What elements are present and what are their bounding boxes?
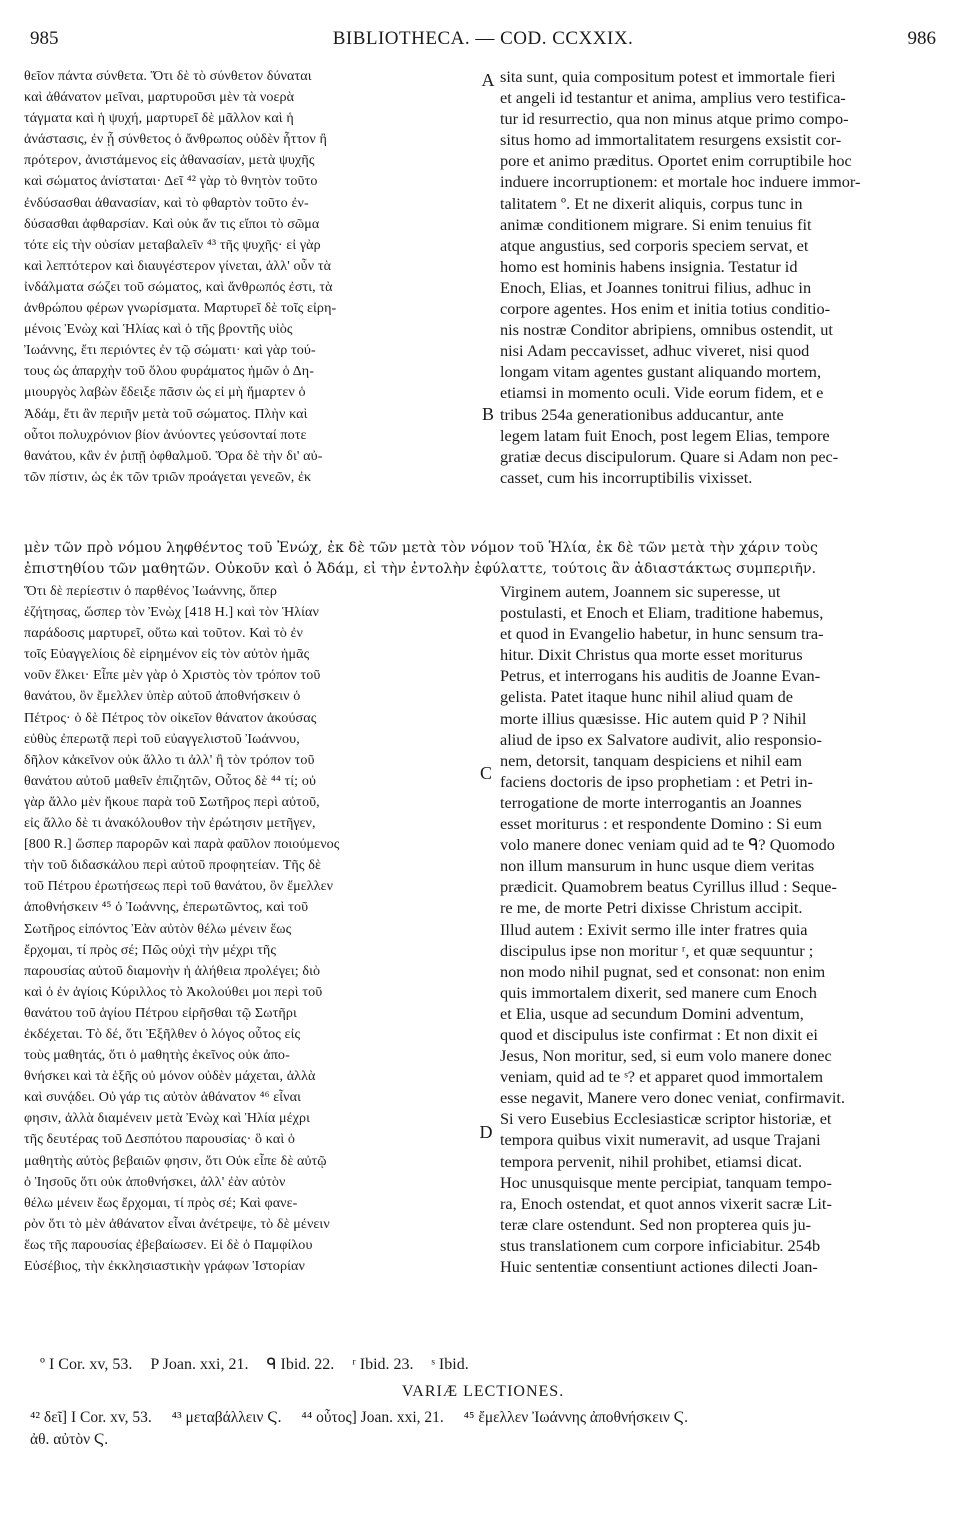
text-line: tempora quibus vixit numeravit, ad usque Trajani: [500, 1130, 821, 1150]
text-line: μαθητὴς αὐτὸς βεβαιῶν φησιν, ὅτι Οὐκ εἶπε δὲ αὐτῷ: [24, 1152, 327, 1169]
text-line: καὶ ὁ ἐν ἁγίοις Κύριλλος τὸ Ἀκολούθει μοι περὶ τοῦ: [24, 983, 323, 1000]
footnotes: [40, 1354, 936, 1378]
text-line: Huic sententiæ consentiunt actiones dilecti Joan-: [500, 1257, 818, 1276]
text-line: καὶ λεπτότερον καὶ διαυγέστερον γίνεται, ἀλλ' οὖν τὰ: [24, 257, 332, 274]
text-line: τότε εἰς τὴν οὐσίαν μεταβαλεῖν ⁴³ τῆς ψυχῆς· εἰ γὰρ: [24, 236, 321, 253]
text-line: atque angustius, sed corporis speciem servat, et: [500, 235, 809, 255]
text-line: ἀνθρώπου φέρων γνωρίσματα. Μαρτυρεῖ δὲ τοῖς εἰρη-: [24, 300, 337, 317]
text-line: εὐθὺς ἐπερωτᾷ περὶ τοῦ εὐαγγελιστοῦ Ἰωάννου,: [24, 730, 300, 747]
text-line: εἰς ἄλλο δὲ τι ἀνακόλουθον τὴν ἐρώτησιν μετῆγεν,: [24, 815, 316, 832]
margin-letter-d: D: [479, 1122, 493, 1142]
text-line: θανάτου, ὃν ἔμελλεν ὑπὲρ αὐτοῦ ἀποθνήσκειν ὁ: [24, 688, 301, 705]
text-line: Petrus, et interrogans his auditis de Joanne Evan-: [500, 666, 821, 686]
text-line: tribus 254a generationibus adducantur, ante: [500, 404, 784, 424]
page-header: [30, 28, 936, 58]
text-line: tur id resurrectio, qua non minus atque primo compo-: [500, 109, 849, 129]
variae-line-2: ἀθ. αὐτὸν Ϛ.: [30, 1431, 109, 1448]
greek-column-2: [24, 581, 476, 1361]
text-line: τὴν τοῦ διδασκάλου περὶ αὐτοῦ προφητείαν. Τῆς δὲ: [24, 857, 321, 874]
variae-line-1: [30, 1407, 936, 1429]
text-line: Virginem autem, Joannem sic superesse, ut: [500, 582, 781, 601]
text-line: discipulus ipse non moritur ʳ, et quæ sequuntur ;: [500, 940, 814, 960]
text-line: πρότερον, ἀνιστάμενος εἰς ἀθανασίαν, μετὰ ψυχῆς: [24, 152, 315, 169]
text-line: re me, de morte Petri dixisse Christum accipit.: [500, 898, 803, 918]
text-line: μιουργὸς λαβὼν ἔδειξε πᾶσιν ὡς εἰ μὴ ἥμαρτεν ὁ: [24, 384, 306, 401]
text-line: esset moriturus : et respondente Domino : Si eum: [500, 814, 822, 834]
text-line: τοῦ Πέτρου ἐρωτήσεως περὶ τοῦ θανάτου, ὃν ἔμελλεν: [24, 878, 334, 895]
text-line: παράδοσις μαρτυρεῖ, οὕτω καὶ τοῦτον. Καὶ τὸ ἐν: [24, 625, 303, 642]
variant-reading: ⁴³ μεταβάλλειν Ϛ.: [171, 1409, 282, 1426]
margin-letter-a: A: [481, 70, 495, 90]
text-line: ra, Enoch ostendat, et quot annos vixerit sacræ Lit-: [500, 1193, 832, 1213]
text-line: faciens doctoris de ipso prophetiam : et Petri in-: [500, 771, 813, 791]
text-line: γὰρ ἄλλο μὲν ἤκουε παρὰ τοῦ Σωτῆρος περὶ αὐτοῦ,: [24, 793, 320, 810]
text-line: sita sunt, quia compositum potest et immortale fieri: [500, 67, 836, 86]
running-head: BIBLIOTHECA. — COD. CCXXIX.: [332, 28, 634, 49]
latin-column-1: [500, 66, 940, 532]
text-line: [800 R.] ὥσπερ παρορῶν καὶ παρὰ φαῦλον ποιούμενος: [24, 836, 340, 853]
greek-column-1: [24, 66, 482, 532]
text-line: homo est hominis habens insignia. Testatur id: [500, 256, 798, 276]
text-line: morte illius quæsisse. Hic autem quid P ? Nihil: [500, 708, 807, 728]
text-line: νοῦν ἕλκει· Εἶπε μὲν γὰρ ὁ Χριστὸς τὸν τρόπον τοῦ: [24, 667, 321, 684]
full-width-line-2: ἐπιστηθίου τῶν μαθητῶν. Οὐκοῦν καὶ ὁ Ἀδάμ, εἰ τὴν ἐντολὴν ἐφύλαττε, τούτοις ἂν ἀδιαστάκτως συμπεριῆν.: [24, 561, 817, 577]
text-line: ἔρχομαι, τί πρὸς σέ; Πῶς οὐχὶ τὴν μέχρι τῆς: [24, 941, 277, 958]
variant-reading: ⁴⁵ ἔμελλεν Ἰωάννης ἀποθνήσκειν Ϛ.: [463, 1409, 689, 1426]
text-line: θανάτου τοῦ ἁγίου Πέτρου εἰρῆσθαι τῷ Σωτῆρι: [24, 1004, 297, 1021]
text-line: gratiæ decus discipulorum. Quare si Adam non pec-: [500, 446, 839, 466]
text-line: Σωτῆρος εἰπόντος Ἐὰν αὐτὸν θέλω μένειν ἕως: [24, 920, 292, 937]
text-line: Ἰωάννης, ἔτι περιόντες ἐν τῷ σώματι· καὶ γὰρ τού-: [24, 342, 316, 359]
text-line: ἀποθνήσκειν ⁴⁵ ὁ Ἰωάννης, ἐπερωτῶντος, καὶ τοῦ: [24, 899, 309, 916]
text-line: quod et discipulus iste confirmat : Et non dixit ei: [500, 1024, 818, 1044]
text-line: Si vero Eusebius Ecclesiasticæ scriptor historiæ, et: [500, 1109, 832, 1129]
text-line: τῆς δευτέρας τοῦ Δεσπότου παρουσίας· ὃ καὶ ὁ: [24, 1131, 295, 1148]
variant-reading: ⁴² δεῖ] I Cor. xv, 53.: [30, 1409, 152, 1426]
text-line: et angeli id testantur et anima, amplius vero testifica-: [500, 88, 846, 108]
text-line: nem, detorsit, tanquam despiciens et nihil eam: [500, 750, 803, 770]
text-line: non modo nihil pugnat, sed et consonat: non enim: [500, 961, 826, 981]
footnote: ˢ Ibid.: [431, 1356, 469, 1373]
text-line: et quod in Evangelio habetur, in hunc sensum tra-: [500, 624, 824, 644]
text-line: Ἀδάμ, ἔτι ἂν περιῆν μετὰ τοῦ σώματος. Πλὴν καὶ: [24, 405, 308, 422]
text-line: corpore agentes. Hos enim et initia totius conditio-: [500, 299, 831, 319]
text-line: et Elia, usque ad secundum Domini adventum,: [500, 1003, 804, 1023]
text-line: φησιν, ἀλλὰ διαμένειν μετὰ Ἐνὼχ καὶ Ἡλία μέχρι: [24, 1110, 311, 1127]
text-line: τους ὡς ἀπαρχὴν τοῦ ὅλου φυράματος ἡμῶν ὁ Δη-: [24, 363, 315, 380]
text-line: postulasti, et Enoch et Eliam, traditione habemus,: [500, 603, 824, 623]
text-line: quis immortalem dixerit, sed manere cum Enoch: [500, 982, 817, 1002]
footnote: ʳ Ibid. 23.: [352, 1356, 414, 1373]
text-line: esse negavit, Manere vero donec veniat, confirmavit.: [500, 1088, 845, 1108]
latin-column-2: [500, 581, 940, 1361]
variae-lectiones-title: VARIÆ LECTIONES.: [401, 1383, 565, 1400]
text-line: animæ conditionem migrare. Si enim tenuius fit: [500, 214, 812, 234]
text-line: ρὸν ὅτι τὸ μὲν ἀθάνατον εἶναι ἀνέτρεψε, τὸ δὲ μένειν: [24, 1215, 330, 1232]
text-line: Hoc unusquisque mente percipiat, tanquam tempo-: [500, 1172, 832, 1192]
text-line: volo manere donec veniam quid ad te ᑫ? Quomodo: [500, 835, 835, 855]
text-line: οὗτοι πολυχρόνιον βίον ἀνύοντες γεύσονταί ποτε: [24, 426, 307, 443]
text-line: ἰνδάλματα σώζει τοῦ σώματος, καὶ ἄνθρωπός ἐστι, τὰ: [24, 278, 333, 295]
text-line: veniam, quid ad te ˢ? et apparet quod immortalem: [500, 1067, 824, 1087]
text-line: terrogatione de morte interrogantis an Joannes: [500, 792, 802, 812]
text-line: tempora pervenit, nihil prohibet, etiamsi dicat.: [500, 1151, 803, 1171]
text-line: Enoch, Elias, et Joannes tonitrui filius, adhuc in: [500, 277, 812, 297]
footnote: P Joan. xxi, 21.: [150, 1356, 249, 1373]
text-line: ἀνάστασις, ἐν ᾗ σύνθετος ὁ ἄνθρωπος οὐδὲν ἧττον ἢ: [24, 131, 327, 148]
variae-lectiones: [30, 1407, 936, 1467]
text-line: ἐζήτησας, ὥσπερ τὸν Ἐνὼχ [418 H.] καὶ τὸν Ἡλίαν: [24, 604, 320, 621]
text-line: τῶν πίστιν, ὡς ἐκ τῶν τριῶν προάγεται γενεῶν, ἐκ: [24, 468, 312, 485]
text-line: δύσασθαι ἀφθαρσίαν. Καὶ οὐκ ἄν τις εἴποι τὸ σῶμα: [24, 215, 320, 232]
text-line: stus translationem cum corpore inficiabitur. 254b: [500, 1235, 821, 1255]
text-line: legem latam fuit Enoch, post legem Elias, tempore: [500, 425, 830, 445]
text-line: Εὐσέβιος, τὴν ἐκκλησιαστικὴν γράφων Ἱστορίαν: [24, 1258, 305, 1274]
text-line: δῆλον κἀκεῖνον οὐκ ἄλλο τι ἀλλ' ἢ τὸν τρόπον τοῦ: [24, 751, 315, 768]
text-line: casset, cum his incorruptibilis vixisset.: [500, 467, 753, 487]
text-line: pore et animo præditus. Oportet enim corruptibile hoc: [500, 151, 852, 171]
margin-letter-c: C: [479, 763, 492, 783]
text-line: nis nostræ Conditor abripiens, omnibus ostendit, ut: [500, 320, 833, 340]
text-line: longam vitam agentes gustant aliquando mortem,: [500, 362, 822, 382]
text-line: talitatem º. Et ne dixerit aliquis, corpus tunc in: [500, 193, 803, 213]
text-line: τοῖς Εὐαγγελίοις δὲ εἰρημένον εἰς τὸν αὐτὸν ἡμᾶς: [24, 646, 310, 663]
text-line: θέλω μένειν ἕως ἔρχομαι, τί πρὸς σέ; Καὶ φανε-: [24, 1194, 298, 1211]
text-line: ὁ Ἰησοῦς ὅτι οὐκ ἀποθνήσκει, ἀλλ' ἐὰν αὐτὸν: [24, 1173, 286, 1190]
page-number-left: 985: [30, 28, 59, 49]
variant-reading: ⁴⁴ οὗτος] Joan. xxi, 21.: [301, 1409, 444, 1426]
text-line: nisi Adam peccavisset, adhuc viveret, nisi quod: [500, 341, 810, 361]
full-width-line-1: μὲν τῶν πρὸ νόμου ληφθέντος τοῦ Ἐνώχ, ἐκ δὲ τῶν μετὰ τὸν νόμον τοῦ Ἡλία, ἐκ δὲ τῶν μετὰ τὴν χάριν τοὺς: [24, 540, 818, 556]
text-line: μένοις Ἐνὼχ καὶ Ἡλίας καὶ ὁ τῆς βροντῆς υἱὸς: [24, 321, 293, 338]
margin-letter-b: B: [481, 404, 494, 424]
text-line: hitur. Dixit Christus qua morte esset moriturus: [500, 645, 803, 665]
text-line: τάγματα καὶ ἡ ψυχή, μαρτυρεῖ δὲ μᾶλλον καὶ ἡ: [24, 110, 294, 127]
page-number-right: 986: [907, 28, 936, 49]
text-line: καὶ σώματος ἀνίσταται· Δεῖ ⁴² γὰρ τὸ θνητὸν τοῦτο: [24, 173, 318, 190]
text-line: θεῖον πάντα σύνθετα. Ὅτι δὲ τὸ σύνθετον δύναται: [24, 68, 312, 84]
text-line: teræ clare ostendunt. Sed non propterea quis ju-: [500, 1214, 812, 1234]
text-line: θανάτου αὐτοῦ μαθεῖν ἐπιζητῶν, Οὗτος δὲ ⁴⁴ τί; οὐ: [24, 772, 317, 789]
text-line: Illud autem : Exivit sermo ille inter fratres quia: [500, 919, 808, 939]
text-line: Jesus, Non moritur, sed, si eum volo manere donec: [500, 1046, 832, 1066]
text-line: prædicit. Quamobrem beatus Cyrillus illud : Seque-: [500, 877, 837, 897]
text-line: τοὺς μαθητάς, ὅτι ὁ μαθητὴς ἐκεῖνος οὐκ ἀπο-: [24, 1047, 290, 1064]
text-line: ἕως τῆς παρουσίας ἐβεβαίωσεν. Εἰ δὲ ὁ Παμφίλου: [24, 1236, 313, 1253]
footnote: º I Cor. xv, 53.: [40, 1356, 133, 1373]
text-line: καὶ ἀθάνατον μεῖναι, μαρτυροῦσι μὲν τὰ νοερὰ: [24, 89, 295, 106]
text-line: non illum mansurum in hunc usque diem veritas: [500, 856, 815, 876]
text-line: θνήσκει καὶ τὰ ἑξῆς οὐ μόνον οὐδὲν μάχεται, ἀλλὰ: [24, 1068, 316, 1085]
text-line: induere incorruptionem: et mortale hoc induere immor-: [500, 172, 861, 192]
footnote: ᑫ Ibid. 22.: [266, 1356, 335, 1373]
text-line: ἐκδέχεται. Τὸ δέ, ὅτι Ἐξῆλθεν ὁ λόγος οὗτος εἰς: [24, 1025, 301, 1042]
text-line: ἐνδύσασθαι ἀθανασίαν, καὶ τὸ φθαρτὸν τοῦτο ἐν-: [24, 194, 309, 211]
text-line: θανάτου, κἂν ἐν ῥιπῇ ὀφθαλμοῦ. Ὅρα δὲ τὴν δι' αὐ-: [24, 447, 323, 464]
text-line: παρουσίας αὐτοῦ διαμονὴν ἡ ἀλήθεια προλέγει; διὸ: [24, 962, 321, 979]
text-line: etiamsi in momento oculi. Vide eorum fidem, et e: [500, 383, 824, 403]
text-line: gelista. Patet itaque hunc nihil aliud quam de: [500, 687, 793, 707]
text-line: Πέτρος· ὁ δὲ Πέτρος τὸν οἰκεῖον θάνατον ἀκούσας: [24, 709, 317, 726]
text-line: Ὅτι δὲ περίεστιν ὁ παρθένος Ἰωάννης, ὅπερ: [24, 583, 277, 599]
text-line: aliud de ipso ex Salvatore audivit, alio responsio-: [500, 729, 822, 749]
text-line: καὶ συνᾴδει. Οὐ γάρ τις αὐτὸν ἀθάνατον ⁴⁶ εἶναι: [24, 1089, 301, 1106]
text-line: situs homo ad immortalitatem resurgens exsistit cor-: [500, 130, 842, 150]
